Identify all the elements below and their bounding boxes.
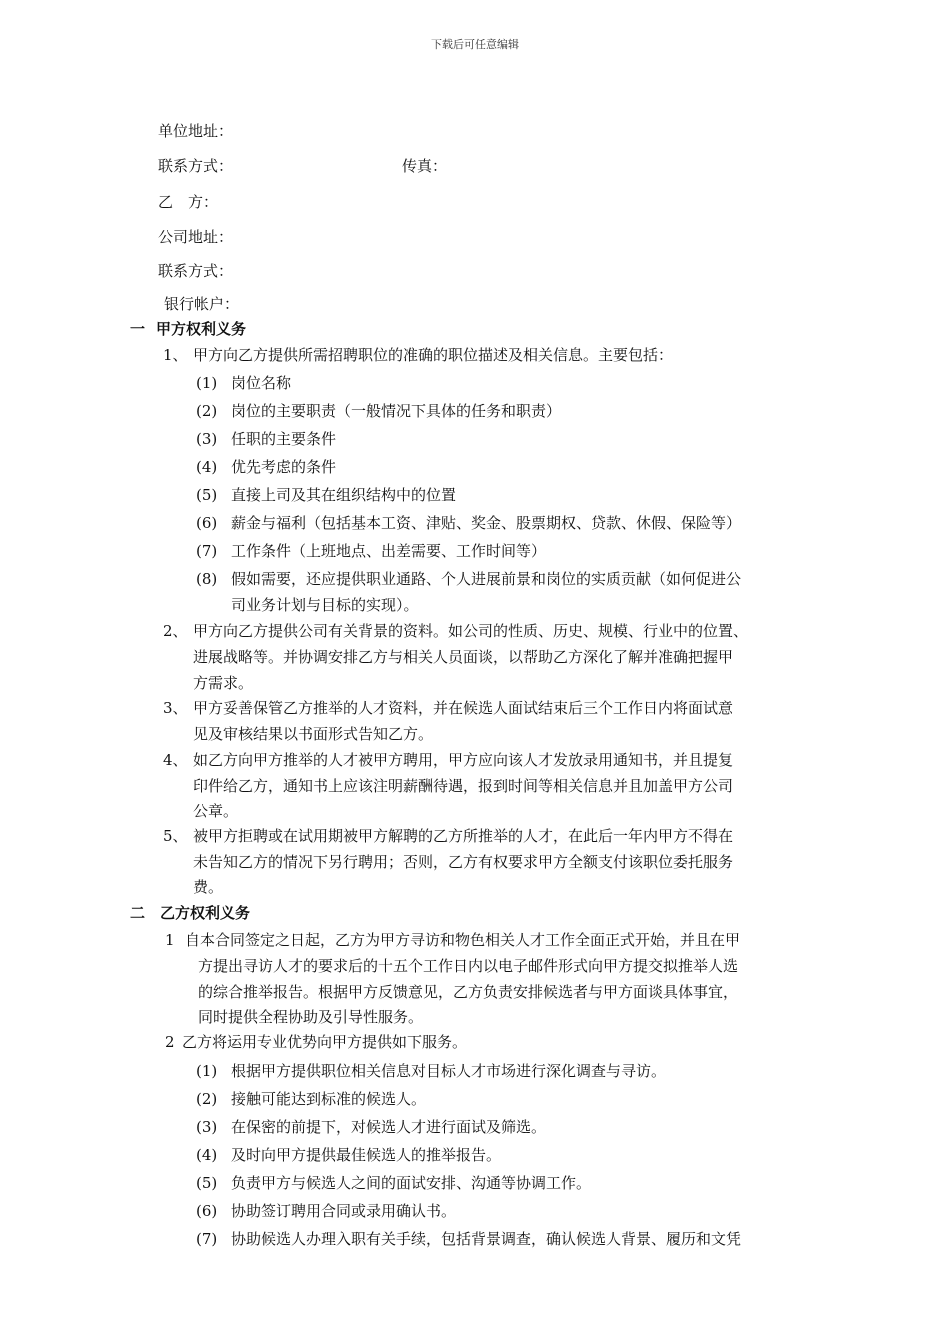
s2-sub3-number: (3) [196, 1118, 218, 1136]
s1-sub3-number: (3) [196, 430, 218, 448]
s2-sub4-number: (4) [196, 1146, 218, 1164]
s1-item5-line1: 被甲方拒聘或在试用期被甲方解聘的乙方所推举的人才，在此后一年内甲方不得在 [193, 827, 734, 845]
s1-item1-text: 甲方向乙方提供所需招聘职位的准确的职位描述及相关信息。主要包括： [193, 346, 674, 364]
s2-item1-line1: 自本合同签定之日起，乙方为甲方寻访和物色相关人才工作全面正式开始，并且在甲 [185, 931, 741, 949]
bank-account-label: 银行帐户： [164, 295, 240, 313]
s2-sub4-text: 及时向甲方提供最佳候选人的推举报告。 [231, 1146, 502, 1164]
s1-sub4-number: (4) [196, 458, 218, 476]
s2-sub7-number: (7) [196, 1230, 218, 1248]
s1-sub5-text: 直接上司及其在组织结构中的位置 [231, 486, 457, 504]
s2-item1-line2: 方提出寻访人才的要求后的十五个工作日内以电子邮件形式向甲方提交拟推举人选 [198, 957, 739, 975]
s1-sub8-number: (8) [196, 570, 218, 588]
s1-sub6-text: 薪金与福利（包括基本工资、津贴、奖金、股票期权、贷款、休假、保险等） [231, 514, 742, 532]
s1-item4-number: 4、 [163, 751, 188, 769]
s1-sub8-text-line2: 司业务计划与目标的实现）。 [231, 596, 419, 614]
s1-item3-line1: 甲方妥善保管乙方推举的人才资料，并在候选人面试结束后三个工作日内将面试意 [193, 699, 734, 717]
s1-sub2-text: 岗位的主要职责（一般情况下具体的任务和职责） [231, 402, 562, 420]
s2-sub1-number: (1) [196, 1062, 218, 1080]
s2-sub6-text: 协助签订聘用合同或录用确认书。 [231, 1202, 457, 1220]
s1-item4-line2: 印件给乙方，通知书上应该注明薪酬待遇，报到时间等相关信息并且加盖甲方公司 [193, 777, 734, 795]
contact-label: 联系方式： [158, 157, 234, 175]
s1-sub5-number: (5) [196, 486, 218, 504]
s2-sub2-number: (2) [196, 1090, 218, 1108]
fax-label: 传真： [402, 157, 448, 175]
s2-item1-number: 1 [165, 931, 175, 949]
s1-sub1-number: (1) [196, 374, 218, 392]
contact-b-label: 联系方式： [158, 262, 234, 280]
s1-sub7-number: (7) [196, 542, 218, 560]
s1-item2-number: 2、 [163, 622, 188, 640]
s1-item1-number: 1、 [163, 346, 188, 364]
s1-item5-line3: 费。 [193, 878, 224, 896]
s2-sub5-text: 负责甲方与候选人之间的面试安排、沟通等协调工作。 [231, 1174, 592, 1192]
s2-sub3-text: 在保密的前提下，对候选人才进行面试及筛选。 [231, 1118, 547, 1136]
section1-title: 甲方权利义务 [156, 320, 247, 338]
page-header-note: 下载后可任意编辑 [431, 38, 519, 51]
s1-sub8-text-line1: 假如需要，还应提供职业通路、个人进展前景和岗位的实质贡献（如何促进公 [231, 570, 742, 588]
s1-sub2-number: (2) [196, 402, 218, 420]
s2-sub7-text: 协助候选人办理入职有关手续，包括背景调查，确认候选人背景、履历和文凭 [231, 1230, 742, 1248]
s1-item2-line3: 方需求。 [193, 674, 254, 692]
s1-item5-line2: 未告知乙方的情况下另行聘用；否则，乙方有权要求甲方全额支付该职位委托服务 [193, 853, 734, 871]
s2-item2-number: 2 [165, 1033, 175, 1051]
s2-sub2-text: 接触可能达到标准的候选人。 [231, 1090, 427, 1108]
s1-item4-line1: 如乙方向甲方推举的人才被甲方聘用，甲方应向该人才发放录用通知书，并且提复 [193, 751, 734, 769]
s2-item1-line3: 的综合推举报告。根据甲方反馈意见，乙方负责安排候选者与甲方面谈具体事宜， [198, 983, 739, 1001]
s1-sub4-text: 优先考虑的条件 [231, 458, 337, 476]
s2-sub5-number: (5) [196, 1174, 218, 1192]
s1-item3-number: 3、 [163, 699, 188, 717]
s1-sub7-text: 工作条件（上班地点、出差需要、工作时间等） [231, 542, 547, 560]
section1-number: 一 [130, 320, 146, 338]
s1-sub6-number: (6) [196, 514, 218, 532]
unit-address-label: 单位地址： [158, 122, 234, 140]
s2-sub6-number: (6) [196, 1202, 218, 1220]
section2-title: 乙方权利义务 [160, 904, 251, 922]
party-b-label: 乙 方： [158, 193, 219, 211]
s1-item5-number: 5、 [163, 827, 188, 845]
section2-number: 二 [130, 904, 146, 922]
company-address-label: 公司地址： [158, 228, 234, 246]
s1-item2-line1: 甲方向乙方提供公司有关背景的资料。如公司的性质、历史、规模、行业中的位置、 [193, 622, 749, 640]
s2-item2-text: 乙方将运用专业优势向甲方提供如下服务。 [182, 1033, 468, 1051]
s1-item3-line2: 见及审核结果以书面形式告知乙方。 [193, 725, 434, 743]
s2-sub1-text: 根据甲方提供职位相关信息对目标人才市场进行深化调查与寻访。 [231, 1062, 667, 1080]
s1-sub1-text: 岗位名称 [231, 374, 292, 392]
s1-item2-line2: 进展战略等。并协调安排乙方与相关人员面谈，以帮助乙方深化了解并准确把握甲 [193, 648, 734, 666]
s1-sub3-text: 任职的主要条件 [231, 430, 337, 448]
s1-item4-line3: 公章。 [193, 802, 239, 820]
s2-item1-line4: 同时提供全程协助及引导性服务。 [198, 1008, 424, 1026]
